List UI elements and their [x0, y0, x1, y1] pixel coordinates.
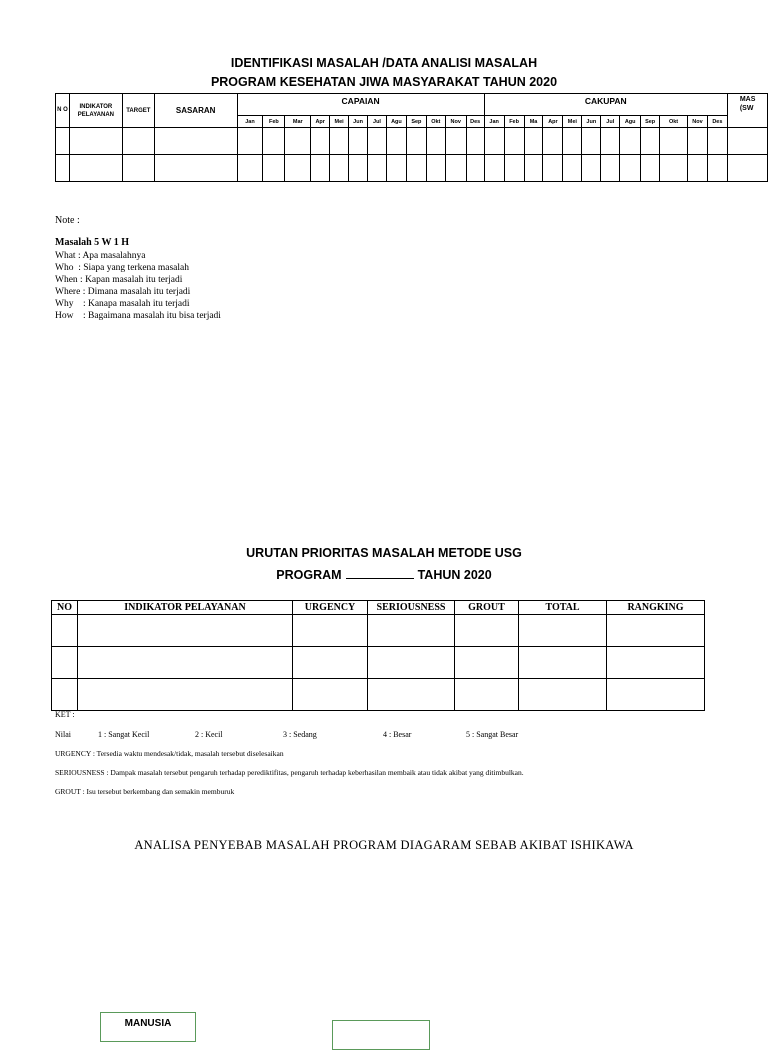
usg-header-grout: GROUT: [455, 601, 519, 615]
capaian-month: Jul: [368, 116, 387, 128]
program-blank-line: [346, 567, 414, 579]
usg-program-label: PROGRAM: [276, 568, 342, 582]
table-row: [52, 647, 705, 679]
usg-header-rangking: RANGKING: [607, 601, 705, 615]
note-line-who: Who : Siapa yang terkena masalah: [55, 263, 190, 273]
capaian-month: Nov: [445, 116, 466, 128]
header-no: N O: [56, 94, 70, 128]
capaian-month: Sep: [406, 116, 426, 128]
nilai-item: 4 : Besar: [383, 730, 412, 739]
note-heading: Masalah 5 W 1 H: [55, 237, 130, 248]
capaian-month: Apr: [311, 116, 330, 128]
note-line-when: When : Kapan masalah itu terjadi: [55, 275, 183, 285]
capaian-month: Jan: [237, 116, 263, 128]
cakupan-month: Jul: [601, 116, 620, 128]
identifikasi-table: [55, 93, 768, 182]
note-line-what: What : Apa masalahnya: [55, 251, 146, 261]
manusia-box: MANUSIA: [100, 1012, 196, 1042]
usg-title-line2: [0, 567, 768, 582]
header-target: TARGET: [122, 94, 154, 128]
table-row: [52, 679, 705, 711]
usg-header-urgency: URGENCY: [293, 601, 368, 615]
ishikawa-title: ANALISA PENYEBAB MASALAH PROGRAM DIAGARAM SEBAB AKIBAT ISHIKAWA: [134, 838, 634, 852]
cakupan-month: Ma: [524, 116, 543, 128]
table-row: [52, 615, 705, 647]
nilai-item: 1 : Sangat Kecil: [98, 730, 150, 739]
usg-tahun-label: TAHUN 2020: [417, 568, 492, 582]
note-label: Note :: [55, 215, 80, 226]
cakupan-month: Mei: [563, 116, 582, 128]
header-indikator: INDIKATOR PELAYANAN: [69, 94, 122, 128]
note-line-where: Where : Dimana masalah itu terjadi: [55, 287, 191, 297]
header-masalah: MAS (SW: [727, 94, 767, 128]
usg-title-line1: URUTAN PRIORITAS MASALAH METODE USG: [246, 546, 522, 560]
nilai-item: 5 : Sangat Besar: [466, 730, 519, 739]
cakupan-month: Agu: [620, 116, 641, 128]
cakupan-month: Des: [707, 116, 727, 128]
nilai-item: 3 : Sedang: [283, 730, 317, 739]
cakupan-month: Apr: [543, 116, 563, 128]
note-line-why: Why : Kanapa masalah itu terjadi: [55, 299, 190, 309]
header-capaian: CAPAIAN: [237, 94, 484, 116]
table-row: [56, 155, 768, 182]
cause-box: [332, 1020, 430, 1050]
identifikasi-title-line1: IDENTIFIKASI MASALAH /DATA ANALISI MASALAH: [230, 56, 538, 70]
capaian-month: Agu: [386, 116, 406, 128]
seriousness-definition: SERIOUSNESS : Dampak masalah tersebut pengaruh terhadap perediktifitas, pengaruh terhadap keberhasilan membaik atau tidak akibat yang ditimbulkan.: [55, 768, 524, 777]
capaian-month: Mei: [330, 116, 349, 128]
cakupan-month: Jan: [484, 116, 504, 128]
cakupan-month: Jun: [582, 116, 601, 128]
capaian-month: Feb: [263, 116, 285, 128]
usg-header-seriousness: SERIOUSNESS: [368, 601, 455, 615]
capaian-month: Mar: [285, 116, 311, 128]
cakupan-month: Okt: [660, 116, 688, 128]
grout-definition: GROUT : Isu tersebut berkembang dan semakin memburuk: [55, 787, 235, 796]
ket-label: KET :: [55, 710, 75, 719]
usg-table: [51, 600, 705, 711]
table-row: [56, 128, 768, 155]
capaian-month: Jun: [349, 116, 368, 128]
cakupan-month: Sep: [641, 116, 660, 128]
cakupan-month: Feb: [504, 116, 524, 128]
identifikasi-title-line2: PROGRAM KESEHATAN JIWA MASYARAKAT TAHUN 2020: [210, 75, 558, 89]
usg-header-total: TOTAL: [519, 601, 607, 615]
cakupan-month: Nov: [687, 116, 707, 128]
header-cakupan: CAKUPAN: [484, 94, 727, 116]
capaian-month: Des: [466, 116, 484, 128]
nilai-item: 2 : Kecil: [195, 730, 223, 739]
capaian-month: Okt: [426, 116, 445, 128]
urgency-definition: URGENCY : Tersedia waktu mendesak/tidak, masalah tersebut diselesaikan: [55, 749, 284, 758]
nilai-label: Nilai: [55, 730, 71, 739]
usg-header-no: NO: [52, 601, 78, 615]
note-line-how: How : Bagaimana masalah itu bisa terjadi: [55, 311, 221, 321]
header-sasaran: SASARAN: [154, 94, 237, 128]
usg-header-indikator: INDIKATOR PELAYANAN: [78, 601, 293, 615]
